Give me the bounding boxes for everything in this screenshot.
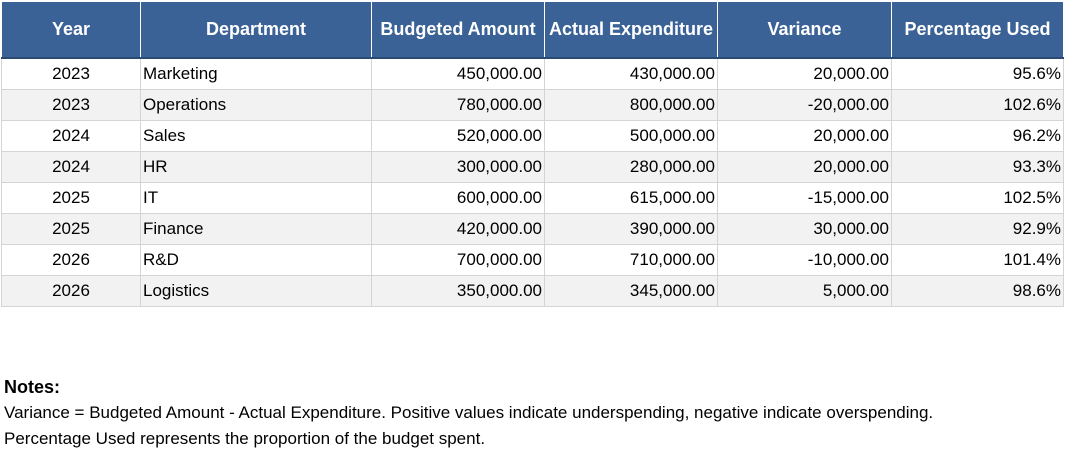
cell-percentage-used[interactable]: 102.6%: [892, 90, 1064, 121]
header-budgeted-amount[interactable]: Budgeted Amount: [372, 2, 545, 59]
table-row: [2, 183, 1064, 214]
cell-percentage-used[interactable]: 102.5%: [892, 183, 1064, 214]
cell-department[interactable]: Finance: [141, 214, 372, 245]
notes-section: [4, 374, 933, 452]
cell-actual-expenditure[interactable]: 500,000.00: [545, 121, 718, 152]
header-variance[interactable]: Variance: [718, 2, 892, 59]
cell-year[interactable]: 2023: [2, 58, 141, 90]
cell-department[interactable]: Marketing: [141, 58, 372, 90]
cell-department[interactable]: HR: [141, 152, 372, 183]
header-percentage-used[interactable]: Percentage Used: [892, 2, 1064, 59]
cell-actual-expenditure[interactable]: 345,000.00: [545, 276, 718, 307]
cell-department[interactable]: Logistics: [141, 276, 372, 307]
cell-year[interactable]: 2025: [2, 214, 141, 245]
cell-variance[interactable]: 30,000.00: [718, 214, 892, 245]
cell-percentage-used[interactable]: 98.6%: [892, 276, 1064, 307]
notes-title: Notes:: [4, 377, 61, 397]
cell-budgeted-amount[interactable]: 520,000.00: [372, 121, 545, 152]
table-row: [2, 58, 1064, 90]
cell-percentage-used[interactable]: 92.9%: [892, 214, 1064, 245]
cell-budgeted-amount[interactable]: 450,000.00: [372, 58, 545, 90]
cell-year[interactable]: 2026: [2, 276, 141, 307]
table-row: [2, 276, 1064, 307]
cell-actual-expenditure[interactable]: 430,000.00: [545, 58, 718, 90]
cell-budgeted-amount[interactable]: 350,000.00: [372, 276, 545, 307]
cell-budgeted-amount[interactable]: 780,000.00: [372, 90, 545, 121]
cell-budgeted-amount[interactable]: 420,000.00: [372, 214, 545, 245]
cell-budgeted-amount[interactable]: 300,000.00: [372, 152, 545, 183]
cell-year[interactable]: 2025: [2, 183, 141, 214]
cell-percentage-used[interactable]: 101.4%: [892, 245, 1064, 276]
table-row: [2, 214, 1064, 245]
cell-year[interactable]: 2024: [2, 121, 141, 152]
cell-department[interactable]: IT: [141, 183, 372, 214]
cell-year[interactable]: 2023: [2, 90, 141, 121]
cell-department[interactable]: Operations: [141, 90, 372, 121]
cell-department[interactable]: Sales: [141, 121, 372, 152]
notes-line-percentage: Percentage Used represents the proportion of the budget spent.: [4, 429, 486, 448]
notes-line-variance: Variance = Budgeted Amount - Actual Expenditure. Positive values indicate underspending, negative indicate overspending.: [4, 403, 934, 422]
table-row: [2, 90, 1064, 121]
cell-budgeted-amount[interactable]: 600,000.00: [372, 183, 545, 214]
header-department[interactable]: Department: [141, 2, 372, 59]
cell-actual-expenditure[interactable]: 280,000.00: [545, 152, 718, 183]
header-actual-expenditure[interactable]: Actual Expenditure: [545, 2, 718, 59]
table-row: [2, 121, 1064, 152]
budget-table: [1, 1, 1064, 307]
cell-variance[interactable]: -20,000.00: [718, 90, 892, 121]
header-year[interactable]: Year: [2, 2, 141, 59]
cell-department[interactable]: R&D: [141, 245, 372, 276]
header-row: [2, 2, 1064, 59]
cell-actual-expenditure[interactable]: 390,000.00: [545, 214, 718, 245]
cell-actual-expenditure[interactable]: 710,000.00: [545, 245, 718, 276]
cell-percentage-used[interactable]: 93.3%: [892, 152, 1064, 183]
table-row: [2, 245, 1064, 276]
table-row: [2, 152, 1064, 183]
cell-percentage-used[interactable]: 96.2%: [892, 121, 1064, 152]
cell-variance[interactable]: 5,000.00: [718, 276, 892, 307]
cell-year[interactable]: 2026: [2, 245, 141, 276]
cell-percentage-used[interactable]: 95.6%: [892, 58, 1064, 90]
cell-variance[interactable]: -15,000.00: [718, 183, 892, 214]
cell-variance[interactable]: 20,000.00: [718, 58, 892, 90]
cell-actual-expenditure[interactable]: 615,000.00: [545, 183, 718, 214]
cell-actual-expenditure[interactable]: 800,000.00: [545, 90, 718, 121]
cell-variance[interactable]: 20,000.00: [718, 152, 892, 183]
cell-variance[interactable]: 20,000.00: [718, 121, 892, 152]
cell-variance[interactable]: -10,000.00: [718, 245, 892, 276]
cell-budgeted-amount[interactable]: 700,000.00: [372, 245, 545, 276]
cell-year[interactable]: 2024: [2, 152, 141, 183]
